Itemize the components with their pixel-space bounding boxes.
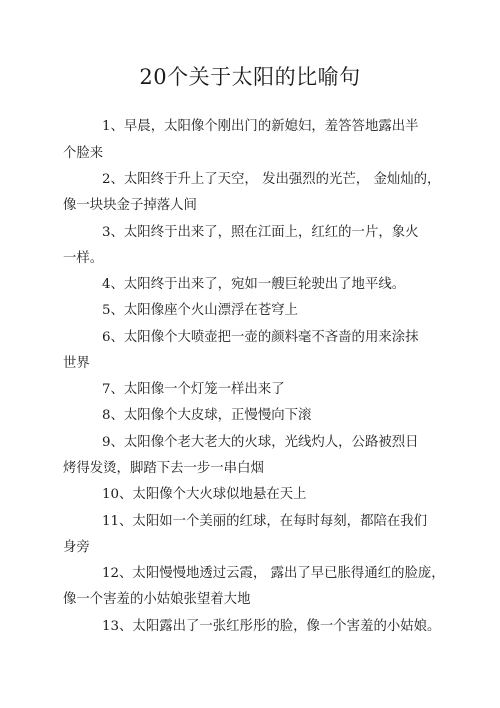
simile-6-line-1: 6、太阳像个大喷壶把一壶的颜料毫不吝啬的用来涂抹 (102, 330, 419, 345)
simile-5-line: 5、太阳像座个火山漂浮在苍穹上 (102, 303, 298, 318)
simile-1-line-2: 个脸来 (63, 146, 104, 161)
simile-1-line-1: 1、早晨，太阳像个刚出门的新媳妇，羞答答地露出半 (102, 119, 419, 134)
simile-10-line: 10、太阳像个大火球似地悬在天上 (102, 487, 307, 502)
simile-11-line-2: 身旁 (63, 540, 90, 555)
simile-9-line-2: 烤得发烫，脚踏下去一步一串白烟 (63, 461, 264, 476)
simile-11-line-1: 11、太阳如一个美丽的红球，在每时每刻，都陪在我们 (102, 514, 428, 529)
simile-12-line-2: 像一个害羞的小姑娘张望着大地 (63, 592, 251, 607)
simile-9-line-1: 9、太阳像个老大老大的火球，光线灼人，公路被烈日 (102, 435, 419, 450)
page-title: 20个关于太阳的比喻句 (139, 65, 361, 89)
simile-7-line: 7、太阳像一个灯笼一样出来了 (102, 382, 285, 397)
simile-4-line: 4、太阳终于出来了，宛如一艘巨轮驶出了地平线。 (102, 277, 406, 292)
simile-3-line-1: 3、太阳终于出来了，照在江面上，红红的一片，象火 (102, 225, 419, 240)
simile-12-line-1: 12、太阳慢慢地透过云霞， 露出了早已胀得通红的脸庞， (102, 566, 445, 581)
simile-3-line-2: 一样。 (63, 251, 104, 266)
simile-8-line: 8、太阳像个大皮球，正慢慢向下滚 (102, 408, 312, 423)
simile-2-line-2: 像一块块金子掉落人间 (63, 198, 197, 213)
simile-6-line-2: 世界 (63, 356, 90, 371)
simile-13-line: 13、太阳露出了一张红彤彤的脸，像一个害羞的小姑娘。 (102, 619, 441, 634)
simile-2-line-1: 2、太阳终于升上了天空， 发出强烈的光芒， 金灿灿的， (102, 172, 441, 187)
